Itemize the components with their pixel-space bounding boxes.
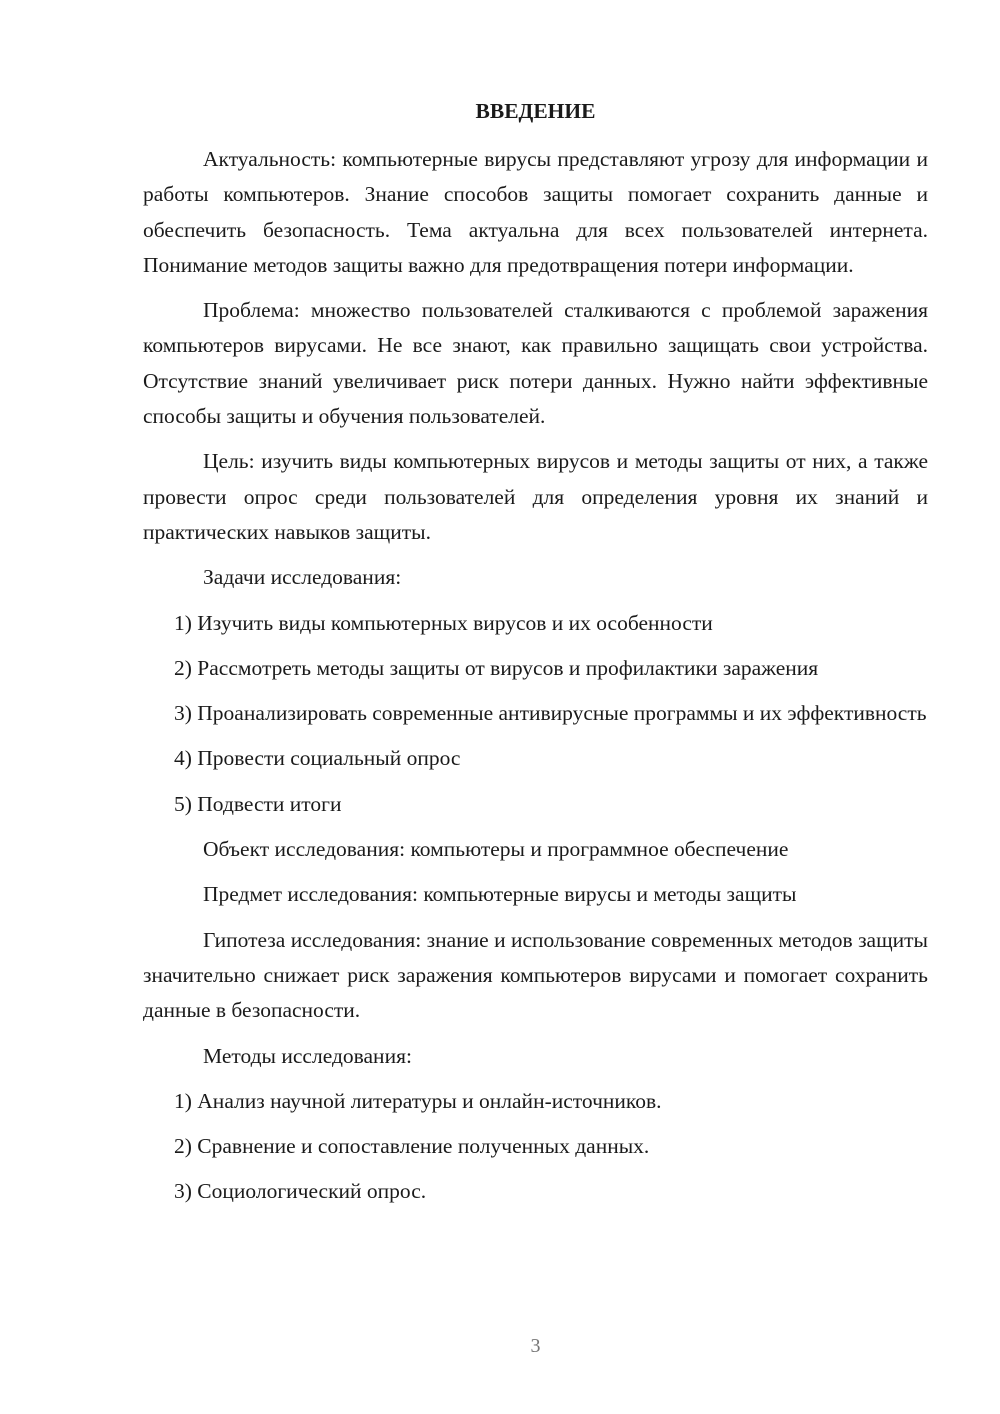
- paragraph-goal: Цель: изучить виды компьютерных вирусов и методы защиты от них, а также провести опрос среди пользователей для определения уровня их знаний и практических навыков защиты.: [143, 449, 928, 544]
- paragraph-problem: Проблема: множество пользователей сталкиваются с проблемой заражения компьютеров вирусами. Не все знают, как правильно защищать свои устройства. Отсутствие знаний увеличивает риск потери данных. Нужно найти эффективные способы защиты и обучения пользователей.: [143, 298, 928, 429]
- method-item-2: 2) Сравнение и сопоставление полученных данных.: [174, 1134, 650, 1159]
- paragraph-subject: Предмет исследования: компьютерные вирусы и методы защиты: [203, 882, 797, 907]
- task-item-4: 4) Провести социальный опрос: [174, 746, 461, 771]
- paragraph-actuality: Актуальность: компьютерные вирусы представляют угрозу для информации и работы компьютеров. Знание способов защиты помогает сохранить данные и обеспечить безопасность. Тема актуальна для всех пользователей интернета. Понимание методов защиты важно для предотвращения потери информации.: [143, 147, 928, 277]
- page-number: 3: [530, 1335, 541, 1357]
- methods-heading: Методы исследования:: [203, 1043, 412, 1068]
- paragraph-hypothesis: Гипотеза исследования: знание и использование современных методов защиты значительно снижает риск заражения компьютеров вирусами и помогает сохранить данные в безопасности.: [143, 927, 929, 1023]
- document-body: [143, 142, 928, 1210]
- method-item-3: 3) Социологический опрос.: [174, 1179, 427, 1204]
- task-item-1: 1) Изучить виды компьютерных вирусов и их особенности: [174, 610, 713, 635]
- task-item-5: 5) Подвести итоги: [174, 791, 342, 816]
- document-page: [143, 0, 928, 1414]
- paragraph-object: Объект исследования: компьютеры и программное обеспечение: [203, 837, 789, 862]
- page-title: ВВЕДЕНИЕ: [475, 99, 596, 123]
- task-item-3: 3) Проанализировать современные антивирусные программы и их эффективность: [174, 701, 927, 726]
- tasks-heading: Задачи исследования:: [203, 565, 402, 590]
- task-item-2: 2) Рассмотреть методы защиты от вирусов и профилактики заражения: [174, 655, 819, 680]
- method-item-1: 1) Анализ научной литературы и онлайн-источников.: [174, 1088, 662, 1113]
